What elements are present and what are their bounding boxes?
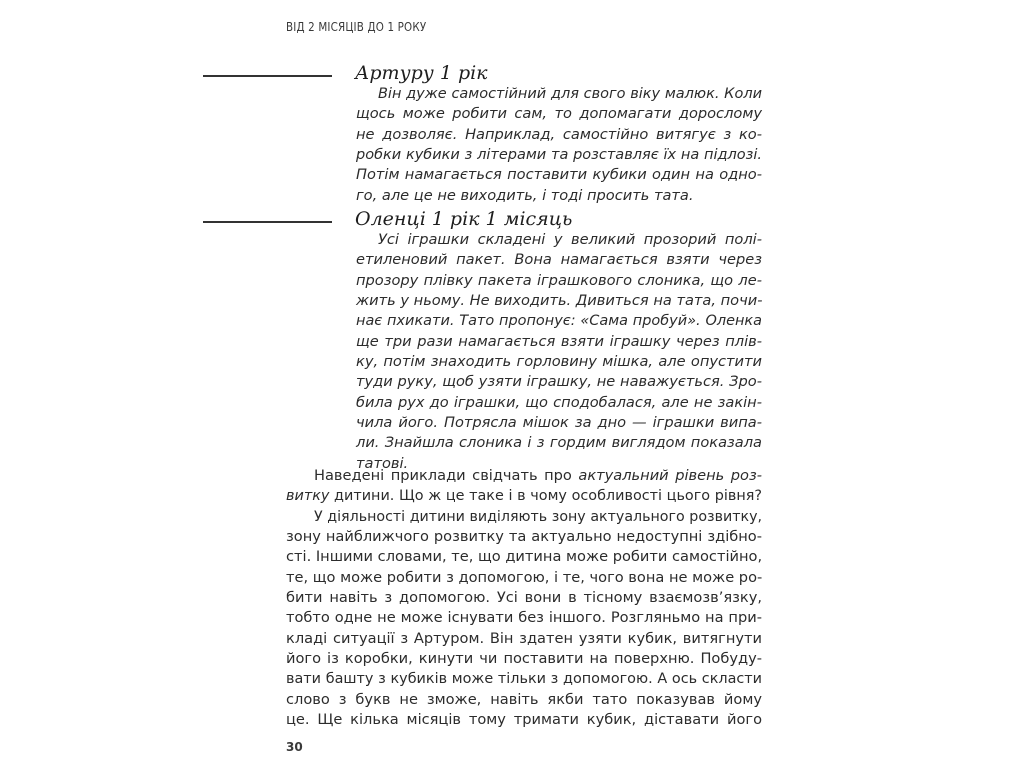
entry-line: Усі іграшки складені у великий прозорий полі- [378,231,762,248]
page-number: 30 [286,740,303,754]
body-line [286,466,762,486]
entry-line: жить у ньому. Не виходить. Дивиться на тата, почи- [356,292,763,310]
entry-line: Він дуже самостійний для свого віку малюк. Коли [378,86,762,102]
entry-line: го, але це не виходить, і тоді просить тата. [356,186,694,204]
body-line: те, що може робити з допомогою, і те, чого вона не може ро- [286,568,763,586]
body-line: це. Ще кілька місяців тому тримати кубик, діставати його [286,711,762,729]
entry-line: етиленовий пакет. Вона намагається взяти через [356,251,762,269]
body-text-run: Наведені приклади свідчать про [314,467,579,484]
body-text [286,466,762,730]
body-line [286,486,762,506]
entry-line: нає пхикати. Тато пропонує: «Сама пробуй». Оленка [356,313,762,330]
entry-body [356,84,762,206]
body-line: зону найближчого розвитку та актуально недоступні здібно- [286,528,762,546]
entry-rule [203,221,332,223]
entry-line: била рух до іграшки, що сподобалася, але не закін- [356,393,762,411]
body-line: його із коробки, кинути чи поставити на поверхню. Побуду- [286,650,762,668]
body-line: тобто одне не може існувати без іншого. Розгляньмо на при- [286,609,762,627]
body-line: бити навіть з допомогою. Усі вони в тісному взаємозв’язку, [286,589,762,607]
body-line: кладі ситуації з Артуром. Він здатен узяти кубик, витягнути [286,629,762,647]
entry-rule [203,75,332,77]
entry-line: Потім намагається поставити кубики один на одно- [356,166,762,184]
entry-line: прозору плівку пакета іграшкового слоника, що ле- [356,271,762,289]
entry-line: туди руку, щоб узяти іграшку, не наважується. Зро- [356,373,762,391]
entry-line: татові. [356,454,409,472]
body-text-run: дитини. Що ж це таке і в чому особливості цього рівня? [329,488,762,505]
entry-line: не дозволяє. Наприклад, самостійно витягує з ко- [356,125,762,143]
body-line: У діяльності дитини виділяють зону актуального розвитку, [314,508,762,525]
emphasis-term: витку [286,488,330,505]
entry-body [356,230,762,474]
body-line: сті. Іншими словами, те, що дитина може робити самостійно, [286,548,763,566]
entry-line: ще три рази намагається взяти іграшку через плів- [356,332,762,350]
body-line: вати башту з кубиків може тільки з допомогою. А ось скласти [286,671,762,688]
entry-line: ли. Знайшла слоника і з гордим виглядом показала [356,434,762,452]
emphasis-term: актуальний рівень роз- [578,467,762,484]
entry-line: ку, потім знаходить горловину мішка, але опустити [356,353,762,371]
entry-line: робки кубики з літерами та розставляє їх на підлозі. [356,147,762,164]
running-head: ВІД 2 МІСЯЦІВ ДО 1 РОКУ [286,20,427,34]
entry-line: щось може робити сам, то допомагати дорослому [356,105,762,123]
entry-line: чила його. Потрясла мішок за дно — іграшки випа- [356,414,762,432]
body-line: слово з букв не зможе, навіть якби тато показував йому [286,690,762,708]
entry-title: Артуру 1 рік [355,62,488,84]
entry-title: Оленці 1 рік 1 місяць [355,208,573,230]
